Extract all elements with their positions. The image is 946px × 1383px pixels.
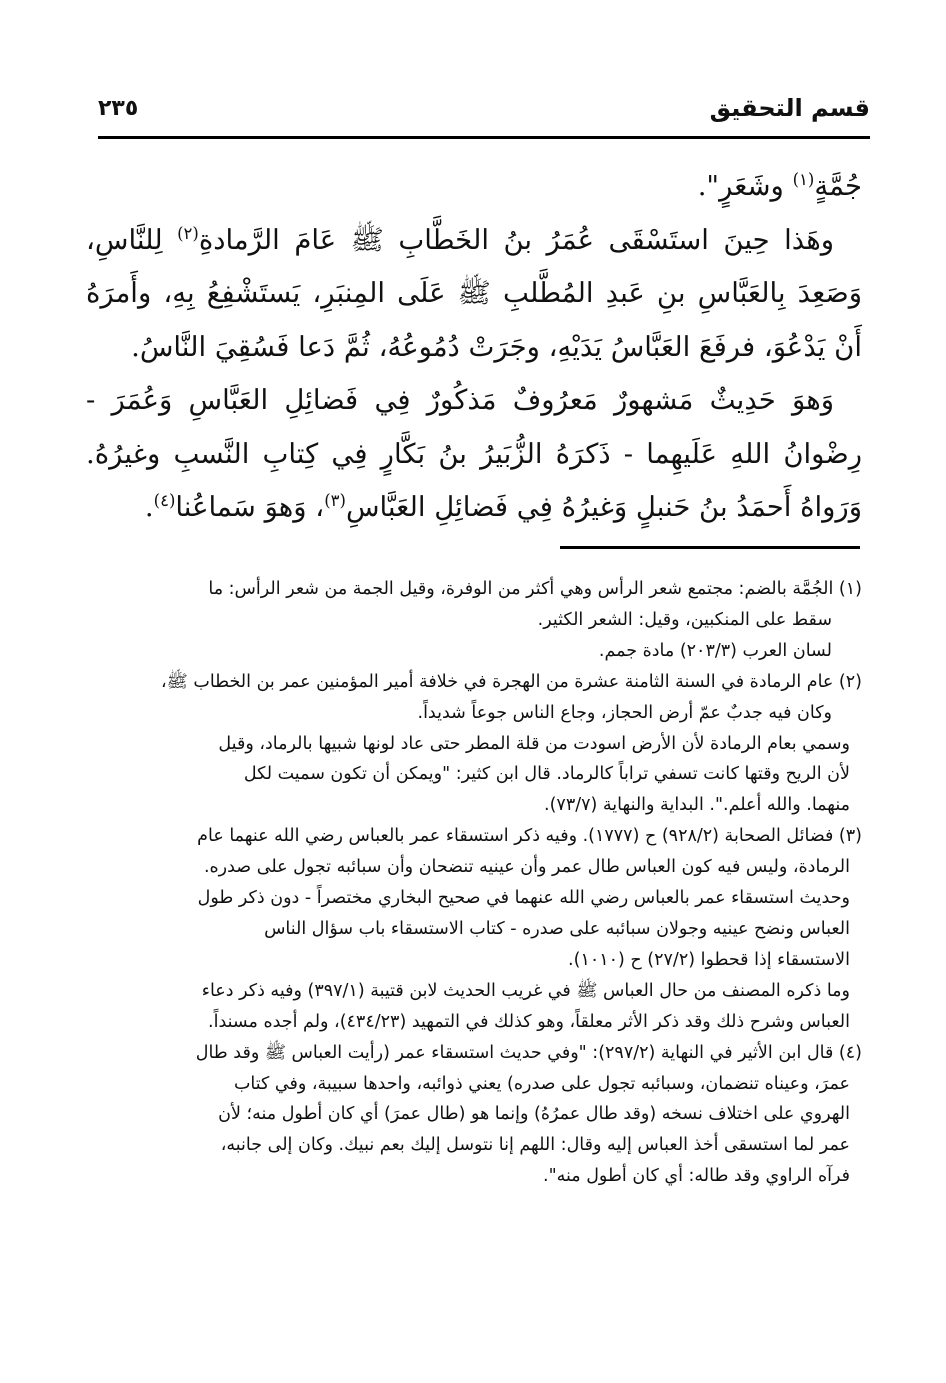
footnote-4-line: عمر لما استسقى أخذ العباس إليه وقال: اللهم إنا نتوسل إليك بعم نبيك. وكان إلى جانبه، [220, 1135, 850, 1156]
text: جُمَّةٍ [814, 170, 862, 202]
section-title: قسم التحقيق [709, 94, 870, 122]
footnote-separator [560, 546, 860, 549]
footnote-1-line: (١) الجُمَّة بالضم: مجتمع شعر الرأس وهي أكثر من الوفرة، وقيل الجمة من شعر الرأس: ما [208, 579, 862, 599]
footnote-3-line: الرمادة، وليس فيه كون العباس طال عمر وأن عينيه تنضحان وأن سبائبه تجول على صدره. [203, 857, 850, 878]
footnote-1-line: لسان العرب (٢٠٣/٣) مادة جمم. [598, 640, 832, 661]
footnote-3-line: العباس ونضح عينيه وجولان سبائبه على صدره - كتاب الاستسقاء باب سؤال الناس [264, 918, 850, 939]
footnote-ref-3: (٣) [324, 490, 346, 510]
footnote-3-line: وما ذكره المصنف من حال العباس ﷺ في غريب الحديث لابن قتيبة (٣٩٧/١) وفيه ذكر دعاء [201, 980, 850, 1001]
footnote-2-line: لأن الريح وقتها كانت تسفي تراباً كالرماد. قال ابن كثير: "ويمكن أن تكون سميت لكل [243, 764, 850, 785]
main-text [86, 160, 862, 535]
text: ، وَهوَ سَماعُنا [175, 491, 325, 523]
page-header [98, 92, 870, 136]
footnote-2-line: منهما. والله أعلم.". البداية والنهاية (٧٣/٧). [544, 795, 850, 816]
header-rule [98, 136, 870, 139]
footnote-2-line: وكان فيه جدبٌ عمّ أرض الحجاز، وجاع الناس جوعاً شديداً. [417, 702, 832, 723]
footnote-4-line: الهروي على اختلاف نسخه (وقد طال عمرُهُ) وإنما هو (طال عمرَ) أي كان أطول منه؛ لأن [218, 1104, 850, 1125]
footnote-3-line: وحديث استسقاء عمر بالعباس رضي الله عنهما في صحيح البخاري مختصراً - دون ذكر طول [197, 888, 850, 909]
footnote-4-line: فرآه الراوي وقد طاله: أي كان أطول منه". [543, 1166, 850, 1187]
footnote-ref-4: (٤) [153, 490, 176, 510]
paragraph-1 [86, 160, 862, 214]
footnote-3-line: (٣) فضائل الصحابة (٩٢٨/٢) ح (١٧٧٧). وفيه ذكر استسقاء عمر بالعباس رضي الله عنهما عام [197, 826, 862, 847]
footnote-2-line: وسمي بعام الرمادة لأن الأرض اسودت من قلة المطر حتى عاد لونها شبيها بالرماد، وقيل [218, 733, 850, 754]
text: وَهوَ حَدِيثٌ مَشهورٌ مَعرُوفٌ مَذكُورٌ فِي فَضائِلِ العَبَّاسِ وَعُمَرَ - رِضْوانُ اللهِ عَلَيهِما - ذَكرَهُ الزُّبَيرُ بنُ بَكَّارٍ فِي كِتابِ النَّسبِ وغيرُهُ. وَرَواهُ أَحمَدُ بنُ حَنبلٍ وَغيرُهُ فِي فَضائِلِ العَبَّاسِ [86, 384, 862, 523]
footnote-3-line: الاستسقاء إذا قحطوا (٢٧/٢) ح (١٠١٠). [568, 949, 850, 970]
paragraph-2 [86, 214, 862, 375]
paragraph-3 [86, 374, 862, 535]
text: لِلنَّاسِ، وَصَعِدَ بِالعَبَّاسِ بنِ عَبدِ المُطَّلبِ ﷺ عَلَى المِنبَرِ، يَستَشْفِعُ بِهِ، وأَمرَهُ أَنْ يَدْعُوَ، فرفَعَ العَبَّاسُ يَدَيْهِ، وجَرَتْ دُمُوعُهُ، ثُمَّ دَعا فَسُقِيَ النَّاسُ. [86, 223, 862, 363]
footnote-1-line: سقط على المنكبين، وقيل: الشعر الكثير. [537, 609, 832, 630]
footnotes [86, 574, 862, 1192]
text: وشَعَرٍ". [697, 170, 793, 202]
footnote-3-line: العباس وشرح ذلك وقد ذكر الأثر معلقاً، وهو كذلك في التمهيد (٤٣٤/٢٣)، ولم أجده مسنداً. [208, 1011, 850, 1032]
text: وهَذا حِينَ استَسْقَى عُمَرُ بنُ الخَطَّابِ ﷺ عَامَ الرَّمادةِ [198, 223, 834, 256]
text: . [144, 491, 154, 523]
footnote-2-line: (٢) عام الرمادة في السنة الثامنة عشرة من الهجرة في خلافة أمير المؤمنين عمر بن الخطاب ﷺ، [161, 671, 862, 692]
footnote-4-line: عمرَ، وعيناه تنضمان، وسبائبه تجول على صدره) يعني ذوائبه، واحدها سبيبة، وفي كتاب [233, 1073, 850, 1094]
footnote-ref-2: (٢) [177, 223, 199, 243]
footnote-ref-1: (١) [792, 169, 815, 189]
page-number: ٢٣٥ [98, 96, 139, 121]
footnote-4-line: (٤) قال ابن الأثير في النهاية (٢٩٧/٢): "وفي حديث استسقاء عمر (رأيت العباس ﷺ وقد طال [195, 1042, 862, 1063]
